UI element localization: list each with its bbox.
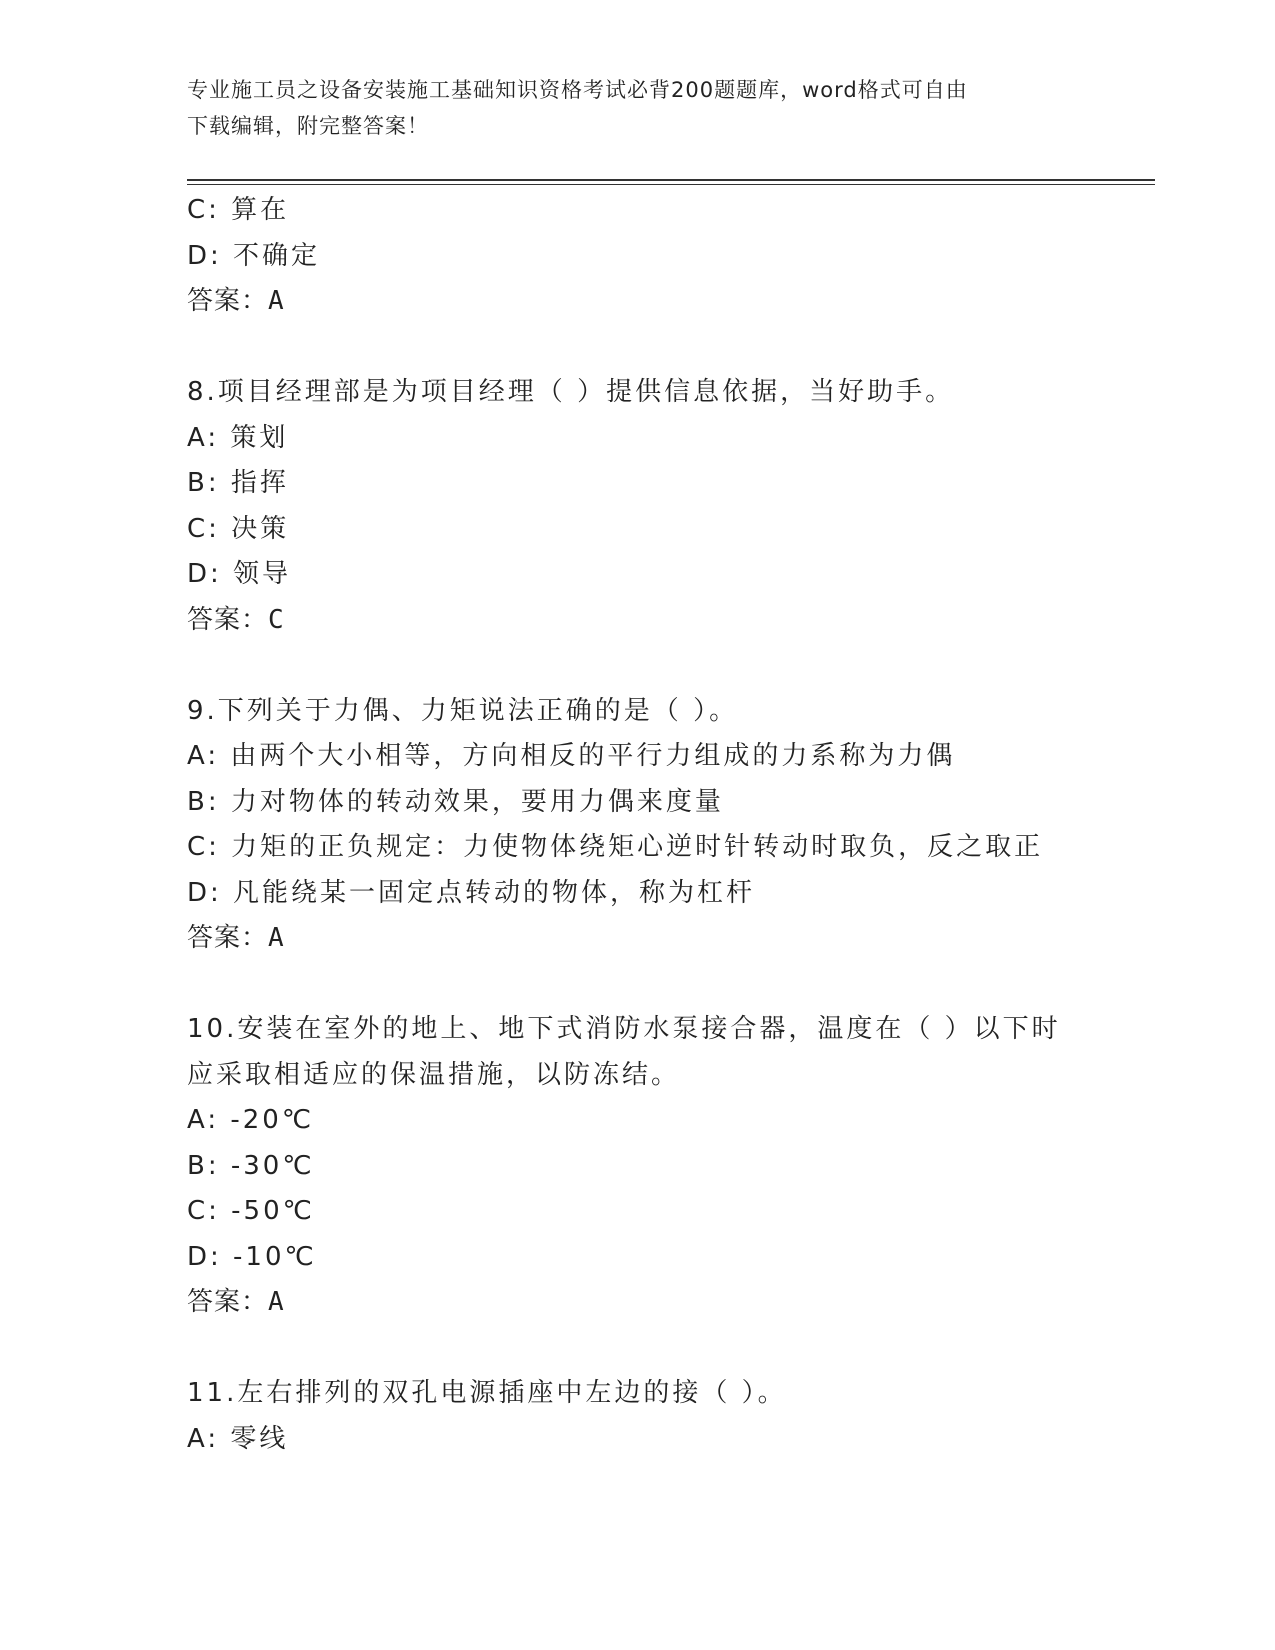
question-11: [187, 1371, 1087, 1462]
question-8: [187, 370, 1087, 643]
q10-option-d: D: -10℃: [187, 1241, 317, 1272]
q10-stem-line-1: 10.安装在室外的地上、地下式消防水泵接合器，温度在（ ）以下时: [187, 1014, 1061, 1044]
document-header: [187, 72, 1067, 144]
q10-answer: [187, 1280, 1087, 1326]
q9-answer-label: 答案：: [187, 923, 269, 953]
header-line-2: 下载编辑，附完整答案！: [187, 114, 429, 138]
q9-option-c: C: 力矩的正负规定：力使物体绕矩心逆时针转动时取负，反之取正: [187, 832, 1044, 862]
q8-stem: 8.项目经理部是为项目经理（ ）提供信息依据，当好助手。: [187, 377, 955, 407]
q9-answer-value: A: [268, 923, 285, 953]
q10-stem-line-2: 应采取相适应的保温措施，以防冻结。: [187, 1059, 681, 1090]
header-line-1: 专业施工员之设备安装施工基础知识资格考试必背200题题库，word格式可自由: [187, 78, 968, 102]
q7-option-d: D: 不确定: [187, 240, 321, 271]
question-list: [187, 188, 1087, 1462]
header-divider-thick: [187, 179, 1155, 181]
q10-option-a: A: -20℃: [187, 1105, 315, 1135]
spacer: [187, 643, 1087, 689]
q9-option-b: B: 力对物体的转动效果，要用力偶来度量: [187, 786, 724, 817]
q7-answer: [187, 279, 1087, 325]
question-10: [187, 1007, 1087, 1326]
spacer: [187, 1326, 1087, 1372]
q10-option-b: B: -30℃: [187, 1150, 315, 1181]
q10-option-c: C: -50℃: [187, 1196, 315, 1226]
q10-answer-label: 答案：: [187, 1287, 269, 1317]
q9-option-a: A: 由两个大小相等，方向相反的平行力组成的力系称为力偶: [187, 741, 956, 771]
q11-stem: 11.左右排列的双孔电源插座中左边的接（ ）。: [187, 1378, 787, 1408]
question-9: [187, 689, 1087, 962]
q9-option-d: D: 凡能绕某一固定点转动的物体，称为杠杆: [187, 877, 756, 908]
q8-answer-value: C: [268, 604, 285, 635]
spacer: [187, 325, 1087, 371]
q8-option-d: D: 领导: [187, 559, 292, 589]
q8-option-b: B: 指挥: [187, 468, 289, 498]
q9-answer: [187, 916, 1087, 962]
q8-option-a: A: 策划: [187, 422, 289, 453]
header-divider-thin: [187, 184, 1155, 185]
q7-answer-label: 答案：: [187, 286, 269, 316]
question-7: [187, 188, 1087, 325]
q7-option-c: C: 算在: [187, 195, 290, 225]
q7-answer-value: A: [268, 286, 285, 316]
q9-stem: 9.下列关于力偶、力矩说法正确的是（ ）。: [187, 695, 739, 726]
spacer: [187, 962, 1087, 1008]
q8-answer-label: 答案：: [187, 604, 269, 635]
q8-answer: [187, 598, 1087, 644]
q11-option-a: A: 零线: [187, 1423, 289, 1454]
q8-option-c: C: 决策: [187, 513, 290, 544]
q10-answer-value: A: [268, 1287, 285, 1317]
